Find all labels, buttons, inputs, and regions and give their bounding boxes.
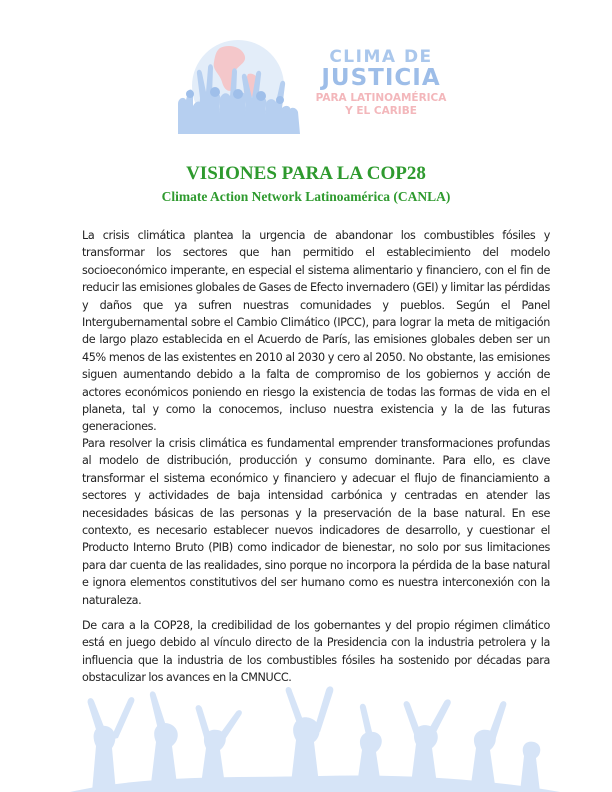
body-paragraph-1: La crisis climática plantea la urgencia de abandonar los combustibles fósiles y transformar los sectores que han permitido el establecimiento del modelo socioeconómico imperante, en especial el sistema alimentario y financiero, con el fin de reducir las emisiones globales de Gases de Efecto invernadero (GEI) y limitar las pérdidas y daños que ya sufren nuestras comunidades y pueblos. Según el Panel Intergubernamental sobre el Cambio Climático (IPCC), para lograr la meta de mitigación de largo plazo establecida en el Acuerdo de París, las emisiones globales deben ser un 45% menos de las existentes en 2010 al 2030 y cero al 2050. No obstante, las emisiones siguen aumentando debido a la falta de compromiso de los gobiernos y acción de actores económicos poniendo en riesgo la existencia de todas las formas de vida en el planeta, tal y como la conocemos, incluso nuestra existencia y la de las futuras generaciones. <box>82 229 550 434</box>
body-paragraph-2: Para resolver la crisis climática es fundamental emprender transformaciones profundas al modelo de distribución, producción y consumo dominante. Para ello, es clave transformar el sistema económico y financiero y adecuar el flujo de financiamiento a sectores y actividades de baja intensidad carbónica y centradas en atender las necesidades básicas de las personas y la preservación de la base natural. En ese contexto, es necesario establecer nuevos indicadores de desarrollo, y cuestionar el Producto Interno Bruto (PIB) como indicador de bienestar, no solo por sus limitaciones para dar cuenta de las realidades, sino porque no incorpora la pérdida de la base natural e ignora elementos constitutivos del ser humano como es nuestra interconexión con la naturaleza. <box>82 437 550 607</box>
crowd-globe-icon <box>168 34 308 134</box>
logo-line-4: Y EL CARIBE <box>345 105 417 117</box>
logo-line-2: JUSTICIA <box>321 65 441 91</box>
document-title: VISIONES PARA LA COP28 <box>186 163 426 184</box>
document-subtitle: Climate Action Network Latinoamérica (CANLA) <box>161 189 451 204</box>
clima-de-justicia-logo <box>168 34 458 134</box>
logo-line-3: PARA LATINOAMÉRICA <box>315 92 447 104</box>
logo-wordmark <box>306 48 456 118</box>
body-paragraph-3: De cara a la COP28, la credibilidad de los gobernantes y del propio régimen climático está en juego debido al vínculo directo de la Presidencia con la industria petrolera y la influencia que la industria de los combustibles fósiles ha sostenido por décadas para obstaculizar los avances en la CMNUCC. <box>82 619 550 685</box>
logo-line-1: CLIMA DE <box>329 47 433 67</box>
crowd-silhouette-footer <box>0 682 612 792</box>
